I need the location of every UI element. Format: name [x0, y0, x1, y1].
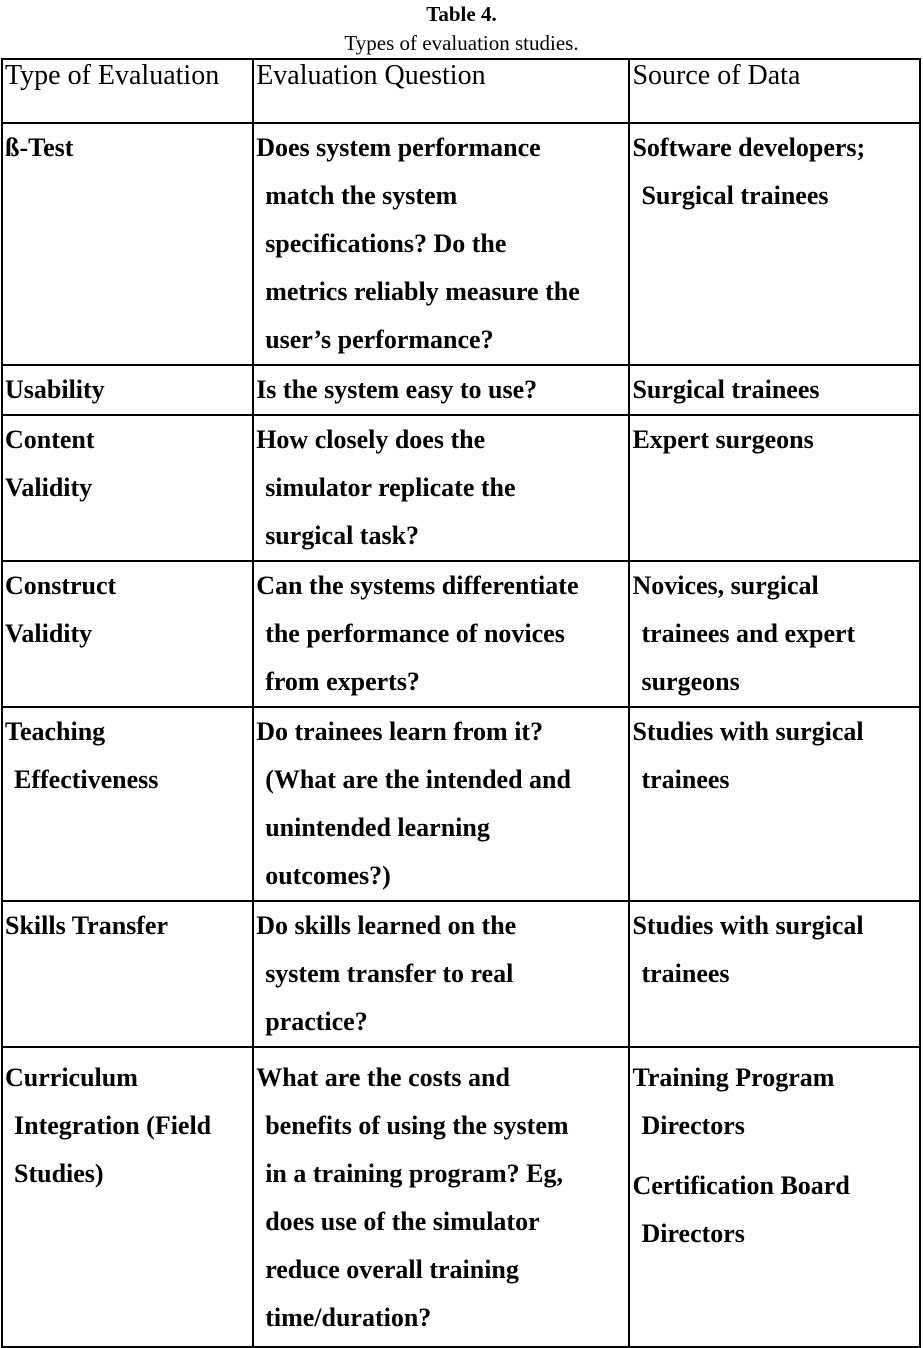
- table-row: [2, 123, 920, 365]
- evaluation-studies-table: [1, 58, 921, 1348]
- table-row: [2, 1047, 920, 1347]
- question-cell: [253, 123, 629, 365]
- type-cell: [2, 901, 253, 1047]
- source-cell: [629, 415, 920, 561]
- type-cell: [2, 123, 253, 365]
- source-cell: [629, 1047, 920, 1347]
- source-line: Novices, surgical: [632, 571, 819, 600]
- table-row: [2, 415, 920, 561]
- type-cell: [2, 1047, 253, 1347]
- question-line: reduce overall training: [265, 1255, 519, 1284]
- source-line: Directors: [641, 1111, 745, 1140]
- question-line: time/duration?: [265, 1303, 432, 1332]
- question-line: Can the systems differentiate: [256, 571, 579, 600]
- question-cell: [253, 1047, 629, 1347]
- question-line: from experts?: [265, 667, 420, 696]
- type-line: Integration (Field: [14, 1111, 212, 1140]
- source-line: Surgical trainees: [641, 181, 829, 210]
- question-line: Is the system easy to use?: [256, 375, 538, 404]
- question-cell: [253, 415, 629, 561]
- table-row: [2, 561, 920, 707]
- question-line: in a training program? Eg,: [265, 1159, 564, 1188]
- type-line: Skills Transfer: [5, 911, 169, 940]
- source-cell: [629, 365, 920, 415]
- question-line: (What are the intended and: [265, 765, 571, 794]
- question-line: practice?: [265, 1007, 368, 1036]
- type-cell: [2, 561, 253, 707]
- header-evaluation-question: Evaluation Question: [253, 59, 629, 123]
- source-line: Studies with surgical: [632, 911, 864, 940]
- question-line: Do trainees learn from it?: [256, 717, 544, 746]
- question-line: metrics reliably measure the: [265, 277, 580, 306]
- question-line: unintended learning: [265, 813, 490, 842]
- question-line: surgical task?: [265, 521, 420, 550]
- source-cell: [629, 123, 920, 365]
- header-row: [2, 59, 920, 123]
- table-row: [2, 901, 920, 1047]
- question-line: Does system performance: [256, 133, 541, 162]
- source-line: Software developers;: [632, 133, 866, 162]
- type-line: Usability: [5, 375, 105, 404]
- type-line: ß-Test: [5, 133, 74, 162]
- header-source-of-data: Source of Data: [629, 59, 920, 123]
- question-line: specifications? Do the: [265, 229, 507, 258]
- source-line: trainees: [641, 959, 730, 988]
- source-line: Surgical trainees: [632, 375, 820, 404]
- type-line: Validity: [5, 619, 93, 648]
- question-line: system transfer to real: [265, 959, 514, 988]
- type-line: Curriculum: [5, 1063, 138, 1092]
- type-cell: [2, 707, 253, 901]
- question-line: outcomes?): [265, 861, 391, 890]
- type-line: Studies): [14, 1159, 104, 1188]
- source-line: trainees: [641, 765, 730, 794]
- source-line: surgeons: [641, 667, 740, 696]
- source-cell: [629, 561, 920, 707]
- type-cell: [2, 365, 253, 415]
- source-line: Expert surgeons: [632, 425, 814, 454]
- question-cell: [253, 365, 629, 415]
- table-subtitle: Types of evaluation studies.: [344, 31, 579, 55]
- source-cell: [629, 901, 920, 1047]
- question-line: Do skills learned on the: [256, 911, 517, 940]
- type-line: Teaching: [5, 717, 106, 746]
- question-line: benefits of using the system: [265, 1111, 569, 1140]
- header-type-of-evaluation: Type of Evaluation: [2, 59, 253, 123]
- type-cell: [2, 415, 253, 561]
- question-cell: [253, 901, 629, 1047]
- question-line: match the system: [265, 181, 458, 210]
- source-cell: [629, 707, 920, 901]
- table-title: Table 4.: [426, 2, 497, 26]
- question-line: user’s performance?: [265, 325, 494, 354]
- source-line: Training Program: [632, 1063, 835, 1092]
- source-line: Certification Board: [632, 1171, 850, 1200]
- question-line: How closely does the: [256, 425, 486, 454]
- question-cell: [253, 707, 629, 901]
- table-row: [2, 365, 920, 415]
- question-line: What are the costs and: [256, 1063, 510, 1092]
- type-line: Validity: [5, 473, 93, 502]
- type-line: Content: [5, 425, 95, 454]
- source-line: Directors: [641, 1219, 745, 1248]
- source-line: trainees and expert: [641, 619, 856, 648]
- question-line: the performance of novices: [265, 619, 565, 648]
- question-line: simulator replicate the: [265, 473, 516, 502]
- type-line: Effectiveness: [14, 765, 159, 794]
- table-row: [2, 707, 920, 901]
- type-line: Construct: [5, 571, 117, 600]
- source-line: Studies with surgical: [632, 717, 864, 746]
- question-cell: [253, 561, 629, 707]
- question-line: does use of the simulator: [265, 1207, 540, 1236]
